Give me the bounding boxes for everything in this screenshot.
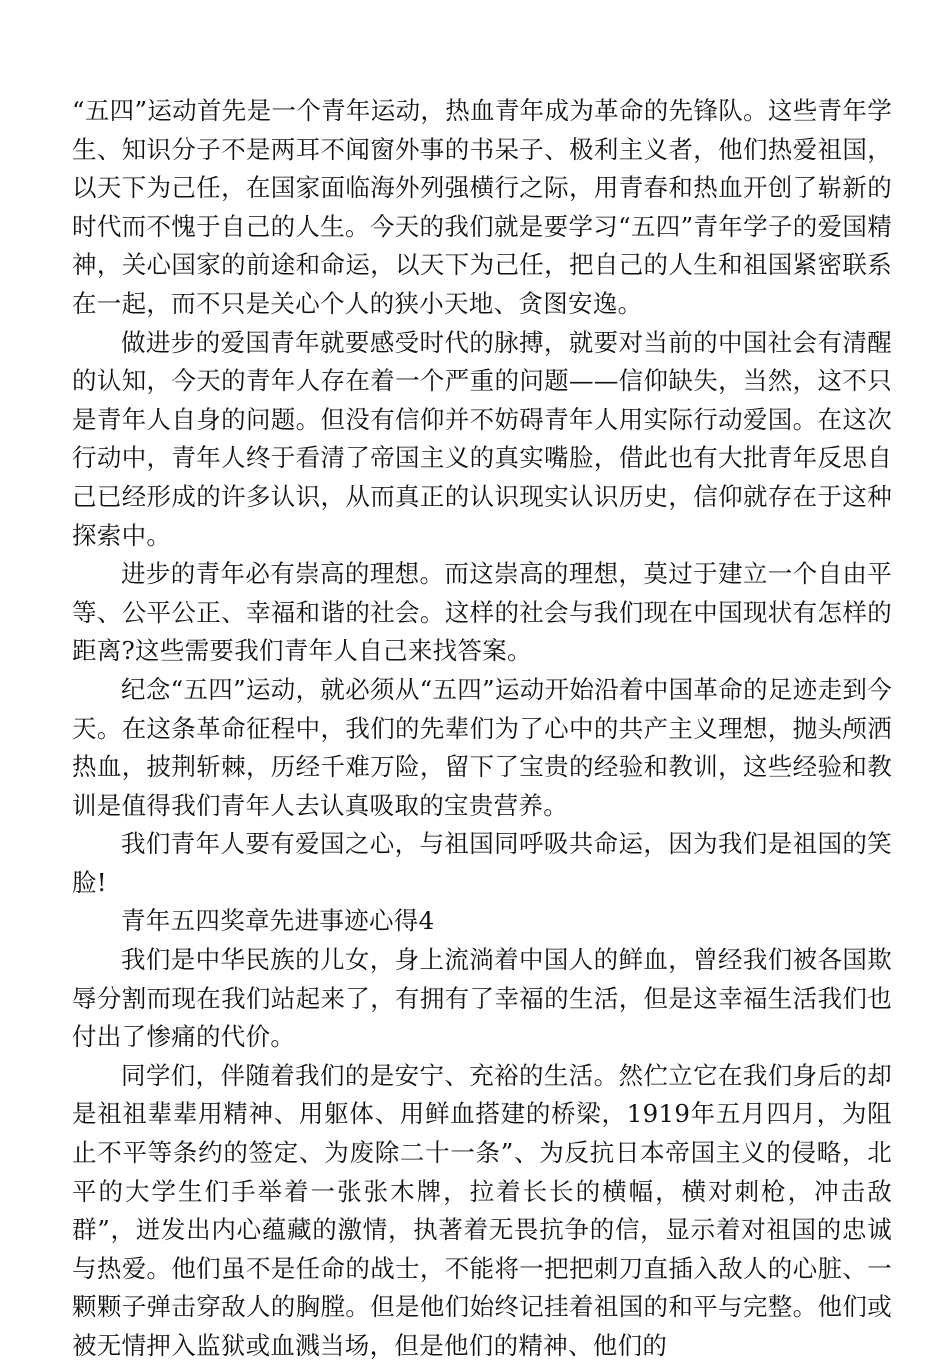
paragraph-lofty-ideals: 进步的青年必有崇高的理想。而这崇高的理想，莫过于建立一个自由平等、公平公正、幸福和谐的社会。这样的社会与我们现在中国现状有怎样的距离?这些需要我们青年人自己来找答案。 [72, 559, 892, 666]
paragraph-classmates: 同学们，伴随着我们的是安宁、充裕的生活。然伫立它在我们身后的却是祖祖辈辈用精神、用躯体、用鲜血搭建的桥梁，1919年五月四月，为阻止不平等条约的签定、为废除二十一条”、为反抗日本帝国主义的侵略，北平的大学生们手举着一张张木牌，拉着长长的横幅，横对刺枪，冲击敌群”，迸发出内心蕴藏的激情，执著着无畏抗争的信，显示着对祖国的忠诚与热爱。他们虽不是任命的战士，不能将一把把刺刀直插入敌人的心脏、一颗颗子弹击穿敌人的胸膛。但是他们始终记挂着祖国的和平与完整。他们或被无情押入监狱或血溅当场，但是他们的精神、他们的 [72, 1060, 892, 1360]
paragraph-patriotism: 我们青年人要有爱国之心，与祖国同呼吸共命运，因为我们是祖国的笑脸! [72, 829, 892, 897]
section-heading: 青年五四奖章先进事迹心得4 [121, 906, 435, 936]
document-body [72, 92, 892, 1366]
paragraph-commemorate: 纪念“五四”运动，就必须从“五四”运动开始沿着中国革命的足迹走到今天。在这条革命征程中，我们的先辈们为了心中的共产主义理想，抛头颅洒热血，披荆斩棘，历经千难万险，留下了宝贵的经验和教训，这些经验和教训是值得我们青年人去认真吸取的宝贵营养。 [72, 674, 892, 820]
paragraph-progressive-youth: 做进步的爱国青年就要感受时代的脉搏，就要对当前的中国社会有清醒的认知，今天的青年人存在着一个严重的问题——信仰缺失，当然，这不只是青年人自身的问题。但没有信仰并不妨碍青年人用实际行动爱国。在这次行动中，青年人终于看清了帝国主义的真实嘴脸，借此也有大批青年反思自己已经形成的许多认识，从而真正的认识现实认识历史，信仰就存在于这种探索中。 [72, 327, 892, 550]
paragraph-may-fourth-youth: “五四”运动首先是一个青年运动，热血青年成为革命的先锋队。这些青年学生、知识分子不是两耳不闻窗外事的书呆子、极利主义者，他们热爱祖国，以天下为己任，在国家面临海外列强横行之际，用青春和热血开创了崭新的时代而不愧于自己的人生。今天的我们就是要学习“五四”青年学子的爱国精神，关心国家的前途和命运，以天下为己任，把自己的人生和祖国紧密联系在一起，而不只是关心个人的狭小天地、贪图安逸。 [72, 96, 892, 318]
paragraph-chinese-nation: 我们是中华民族的儿女，身上流淌着中国人的鲜血，曾经我们被各国欺辱分割而现在我们站起来了，有拥有了幸福的生活，但是这幸福生活我们也付出了惨痛的代价。 [72, 945, 892, 1052]
